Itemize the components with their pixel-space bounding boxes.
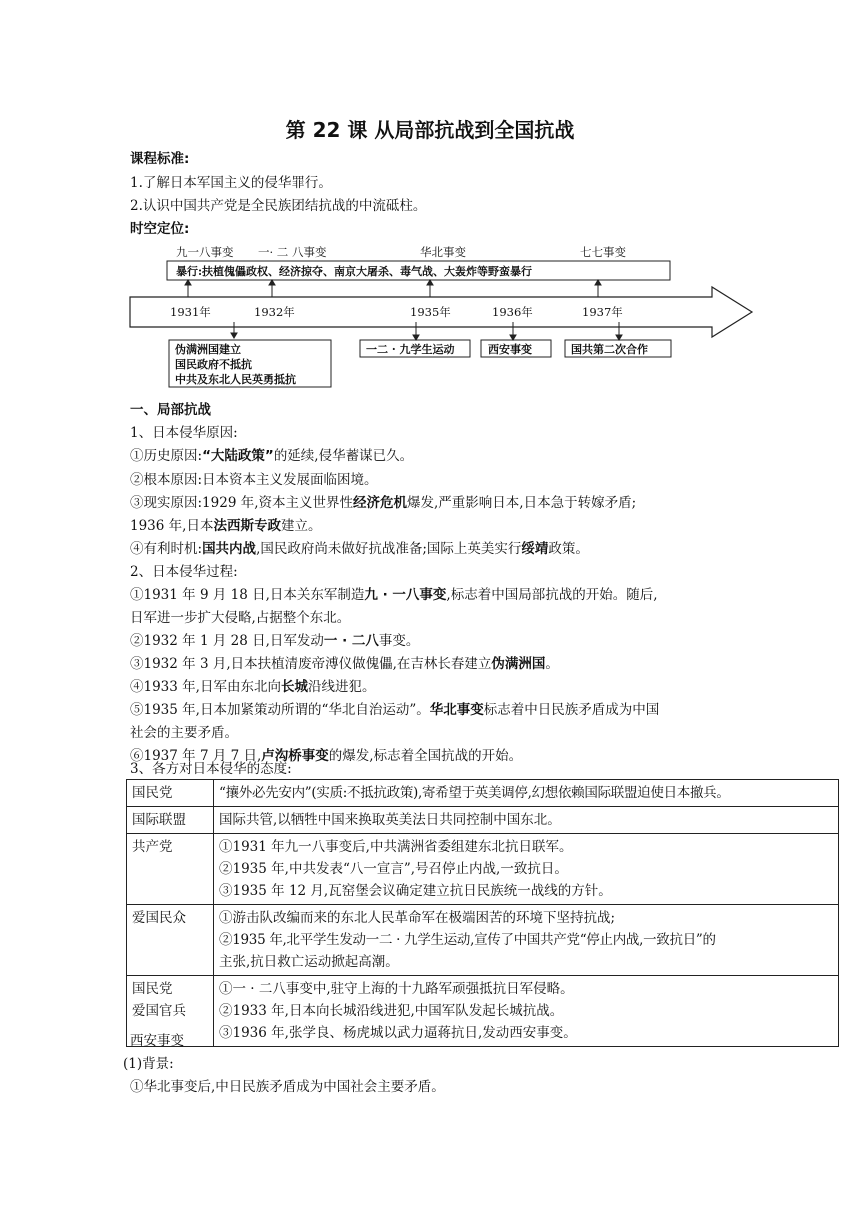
row-value: 国际共管,以牺牲中国来换取英美法日共同控制中国东北。 [214,807,839,834]
reason-3b: 1936 年,日本法西斯专政建立。 [130,518,322,534]
event-128: 一· 二 八事变 [258,245,327,259]
box-1936-text: 西安事变 [488,343,532,356]
year-1931: 1931年 [170,305,211,319]
row-value: “攘外必先安内”(实质:不抵抗政策),寄希望于英美调停,幻想依赖国际联盟迫使日本撤兵。 [214,780,839,807]
row-value: ①游击队改编而来的东北人民革命军在极端困苦的环境下坚持抗战; ②1935 年,北平学生发动一二 · 九学生运动,宣传了中国共产党“停止内战,一致抗日”的 主张,抗日救亡运动掀起高潮。 [214,905,839,976]
standard-item-2: 2.认识中国共产党是全民族团结抗战的中流砥柱。 [130,198,427,214]
year-1935: 1935年 [410,305,451,319]
process-6: ⑥1937 年 7 月 7 日,卢沟桥事变的爆发,标志着全国抗战的开始。 [130,748,523,764]
standard-heading: 课程标准: [130,151,190,167]
row-key: 爱国民众 [127,905,214,976]
reason-1: ①历史原因:“大陆政策”的延续,侵华蓄谋已久。 [130,448,414,464]
section1-heading: 一、局部抗战 [130,402,211,418]
process-2: ②1932 年 1 月 28 日,日军发动一 · 二八事变。 [130,633,420,649]
table-row [127,976,839,1047]
row-value: ①一 · 二八事变中,驻守上海的十九路军顽强抵抗日军侵略。 ②1933 年,日本向长城沿线进犯,中国军队发起长城抗战。 ③1936 年,张学良、杨虎城以武力逼蒋抗日,发动西安事变。 [214,976,839,1047]
event-918: 九一八事变 [176,245,234,259]
reasons-heading: 1、日本侵华原因: [130,425,238,441]
box-1935-text: 一二 · 九学生运动 [366,343,455,356]
timeline-heading: 时空定位: [130,221,190,237]
year-1932: 1932年 [254,305,295,319]
box-1937-text: 国共第二次合作 [571,343,648,356]
table-row [127,905,839,976]
process-4: ④1933 年,日军由东北向长城沿线进犯。 [130,679,376,695]
attitude-heading: 3、各方对日本侵华的态度: [130,761,292,777]
box-1931-line-2: 国民政府不抵抗 [175,358,252,371]
reason-2: ②根本原因:日本资本主义发展面临困境。 [130,472,378,488]
xian-sub: (1)背景: [123,1056,174,1072]
table-row [127,834,839,905]
reason-3: ③现实原因:1929 年,资本主义世界性经济危机爆发,严重影响日本,日本急于转嫁矛盾; [130,495,637,511]
box-1931-line-3: 中共及东北人民英勇抵抗 [175,373,296,386]
process-1: ①1931 年 9 月 18 日,日本关东军制造九 · 一八事变,标志着中国局部抗战的开始。随后, [130,587,658,603]
process-1b: 日军进一步扩大侵略,占据整个东北。 [130,610,351,626]
row-key: 国民党 [127,780,214,807]
process-5: ⑤1935 年,日本加紧策动所谓的“华北自治运动”。华北事变标志着中日民族矛盾成为中国 [130,702,660,718]
table-row [127,780,839,807]
row-value: ①1931 年九一八事变后,中共满洲省委组建东北抗日联军。 ②1935 年,中共发表“八一宣言”,号召停止内战,一致抗日。 ③1935 年 12 月,瓦窑堡会议确定建立抗日民族统一战线的方针。 [214,834,839,905]
xian-heading: 西安事变 [130,1033,184,1049]
box-1931-line-1: 伪满洲国建立 [175,343,241,356]
atrocities-text: 暴行:扶植傀儡政权、经济掠夺、南京大屠杀、毒气战、大轰炸等野蛮暴行 [176,265,533,278]
reason-4: ④有利时机:国共内战,国民政府尚未做好抗战准备;国际上英美实行绥靖政策。 [130,541,589,557]
attitude-table [126,779,839,1047]
table-row [127,807,839,834]
year-1937: 1937年 [582,305,623,319]
page-title: 第 22 课 从局部抗战到全国抗战 [285,118,575,142]
process-3: ③1932 年 3 月,日本扶植清废帝溥仪做傀儡,在吉林长春建立伪满洲国。 [130,656,559,672]
process-5b: 社会的主要矛盾。 [130,725,238,741]
year-1936: 1936年 [492,305,533,319]
timeline-diagram [0,0,860,400]
xian-background-1: ①华北事变后,中日民族矛盾成为中国社会主要矛盾。 [130,1079,445,1095]
row-key: 国际联盟 [127,807,214,834]
row-key: 国民党 爱国官兵 [127,976,214,1047]
event-77: 七七事变 [580,245,626,259]
event-huabei: 华北事变 [420,245,466,259]
row-key: 共产党 [127,834,214,905]
standard-item-1: 1.了解日本军国主义的侵华罪行。 [130,175,332,191]
process-heading: 2、日本侵华过程: [130,564,238,580]
